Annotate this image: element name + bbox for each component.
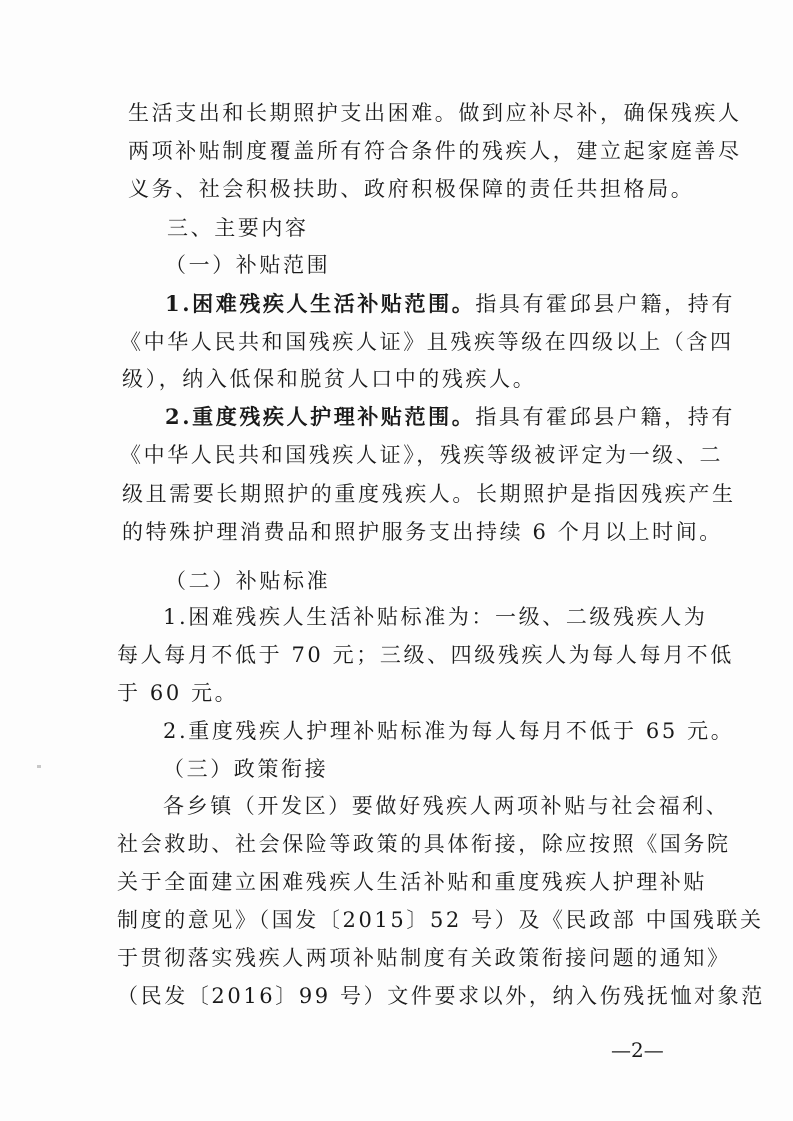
paragraph-line: 《中华人民共和国残疾人证》且残疾等级在四级以上（含四	[120, 330, 734, 354]
subsection-heading: （三）政策衔接	[163, 757, 329, 781]
paragraph-line: 于 60 元。	[117, 681, 239, 705]
paragraph-line: 制度的意见》（国发〔2015〕52 号）及《民政部 中国残联关	[117, 908, 764, 932]
paragraph-line: 社会救助、社会保险等政策的具体衔接，除应按照《国务院	[117, 832, 731, 856]
paragraph-line: 关于全面建立困难残疾人生活补贴和重度残疾人护理补贴	[117, 870, 707, 894]
subsection-heading: （二）补贴标准	[165, 569, 331, 593]
paragraph-line: 1.困难残疾人生活补贴标准为：一级、二级残疾人为	[163, 605, 708, 629]
section-heading: 三、主要内容	[167, 216, 309, 240]
item-title: 2.重度残疾人护理补贴范围。	[165, 404, 476, 429]
item-title: 1.困难残疾人生活补贴范围。	[165, 291, 476, 316]
paragraph-line: 于贯彻落实残疾人两项补贴制度有关政策衔接问题的通知》	[117, 946, 731, 970]
paragraph-line: 级），纳入低保和脱贫人口中的残疾人。	[122, 367, 537, 391]
paragraph-line: 每人每月不低于 70 元；三级、四级残疾人为每人每月不低	[117, 643, 734, 667]
page-number: —2—	[611, 1038, 664, 1062]
paragraph-line: 的特殊护理消费品和照护服务支出持续 6 个月以上时间。	[122, 520, 723, 544]
paragraph-line: 《中华人民共和国残疾人证》，残疾等级被评定为一级、二	[120, 443, 724, 467]
scan-speck	[37, 765, 41, 768]
item-line	[165, 402, 735, 432]
item-line	[165, 289, 735, 319]
paragraph-line: 义务、社会积极扶助、政府积极保障的责任共担格局。	[128, 177, 695, 201]
paragraph-line: 级且需要长期照护的重度残疾人。长期照护是指因残疾产生	[122, 482, 736, 506]
item-text: 指具有霍邱县户籍，持有	[475, 405, 735, 429]
paragraph-line: 两项补贴制度覆盖所有符合条件的残疾人，建立起家庭善尽	[128, 139, 742, 163]
paragraph-line: （民发〔2016〕99 号）文件要求以外，纳入伤残抚恤对象范	[117, 984, 765, 1008]
item-text: 指具有霍邱县户籍，持有	[475, 292, 735, 316]
subsection-heading: （一）补贴范围	[165, 253, 331, 277]
paragraph-line: 生活支出和长期照护支出困难。做到应补尽补，确保残疾人	[128, 101, 742, 125]
paragraph-line: 各乡镇（开发区）要做好残疾人两项补贴与社会福利、	[163, 794, 730, 818]
paragraph-line: 2.重度残疾人护理补贴标准为每人每月不低于 65 元。	[163, 719, 735, 743]
